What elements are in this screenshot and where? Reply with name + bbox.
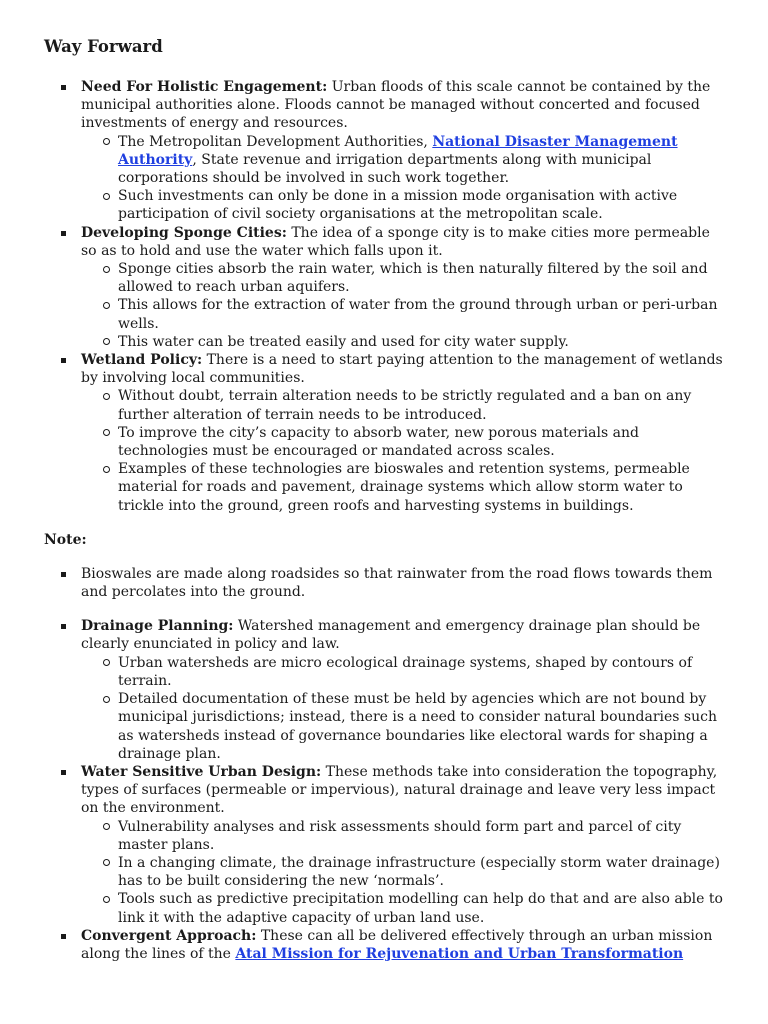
item-text: These can all be delivered effectively through an urban mission along the lines of the — [81, 927, 713, 962]
spacer — [44, 601, 728, 617]
note-item: Bioswales are made along roadsides so that rainwater from the road flows towards them and percolates into the ground. — [81, 565, 728, 601]
sub-item: Tools such as predictive precipitation modelling can help do that and are also able to link it with the adaptive capacity of urban land use. — [118, 890, 728, 926]
sub-item-text: The Metropolitan Development Authorities, — [118, 133, 433, 150]
sub-list — [81, 133, 728, 224]
sub-list — [81, 387, 728, 514]
ndma-link[interactable]: National Disaster Management Authority — [118, 133, 678, 168]
sub-item: In a changing climate, the drainage infrastructure (especially storm water drainage) has to be built considering the new ‘normals’. — [118, 854, 728, 890]
item-text: There is a need to start paying attention to the management of wetlands by involving local communities. — [81, 352, 723, 387]
item-lead: Water Sensitive Urban Design: — [81, 763, 322, 780]
list-item-drainage-planning — [81, 617, 728, 763]
note-list — [44, 565, 728, 601]
item-lead: Convergent Approach: — [81, 927, 257, 944]
way-forward-list-continued — [44, 617, 728, 963]
sub-item — [118, 133, 728, 188]
item-lead: Wetland Policy: — [81, 352, 203, 369]
item-text: Urban floods of this scale cannot be contained by the municipal authorities alone. Floods cannot be managed without concerted and focused investments of energy and resources. — [81, 79, 711, 132]
sub-item: Such investments can only be done in a mission mode organisation with active participation of civil society organisations at the metropolitan scale. — [118, 187, 728, 223]
list-item-holistic-engagement — [81, 78, 728, 224]
amrut-link[interactable]: Atal Mission for Rejuvenation and Urban Transformation — [235, 945, 684, 962]
list-item-water-sensitive-design — [81, 763, 728, 927]
item-lead: Drainage Planning: — [81, 618, 234, 635]
sub-list — [81, 260, 728, 351]
sub-item: Sponge cities absorb the rain water, which is then naturally filtered by the soil and allowed to reach urban aquifers. — [118, 260, 728, 296]
sub-item-text: , State revenue and irrigation departments along with municipal corporations should be involved in such work together. — [118, 151, 652, 187]
way-forward-list — [44, 78, 728, 515]
sub-item: This water can be treated easily and used for city water supply. — [118, 333, 728, 351]
item-text: These methods take into consideration the topography, types of surfaces (permeable or impervious), natural drainage and leave very less impact on the environment. — [81, 763, 718, 817]
item-text: Watershed management and emergency drainage plan should be clearly enunciated in policy and law. — [81, 618, 701, 653]
sub-item: Vulnerability analyses and risk assessments should form part and parcel of city master plans. — [118, 818, 728, 854]
sub-item: Urban watersheds are micro ecological drainage systems, shaped by contours of terrain. — [118, 654, 728, 690]
list-item-sponge-cities — [81, 224, 728, 351]
page-title: Way Forward — [44, 37, 163, 56]
sub-item: Detailed documentation of these must be held by agencies which are not bound by municipal jurisdictions; instead, there is a need to consider natural boundaries such as watersheds instead of governance boundaries like electoral wards for shaping a drainage plan. — [118, 690, 728, 763]
item-lead: Need For Holistic Engagement: — [81, 79, 328, 95]
sub-list — [81, 818, 728, 927]
item-text: The idea of a sponge city is to make cities more permeable so as to hold and use the water which falls upon it. — [81, 224, 710, 259]
item-lead: Developing Sponge Cities: — [81, 224, 287, 241]
sub-item: This allows for the extraction of water from the ground through urban or peri-urban wells. — [118, 296, 728, 332]
sub-list — [81, 654, 728, 763]
list-item-convergent-approach — [81, 927, 728, 963]
list-item-wetland-policy — [81, 351, 728, 515]
note-heading: Note: — [44, 531, 87, 548]
sub-item: Without doubt, terrain alteration needs to be strictly regulated and a ban on any further alteration of terrain needs to be introduced. — [118, 387, 728, 423]
sub-item: Examples of these technologies are bioswales and retention systems, permeable material for roads and pavement, drainage systems which allow storm water to trickle into the ground, green roofs and harvesting systems in buildings. — [118, 460, 728, 515]
sub-item: To improve the city’s capacity to absorb water, new porous materials and technologies must be encouraged or mandated across scales. — [118, 424, 728, 460]
